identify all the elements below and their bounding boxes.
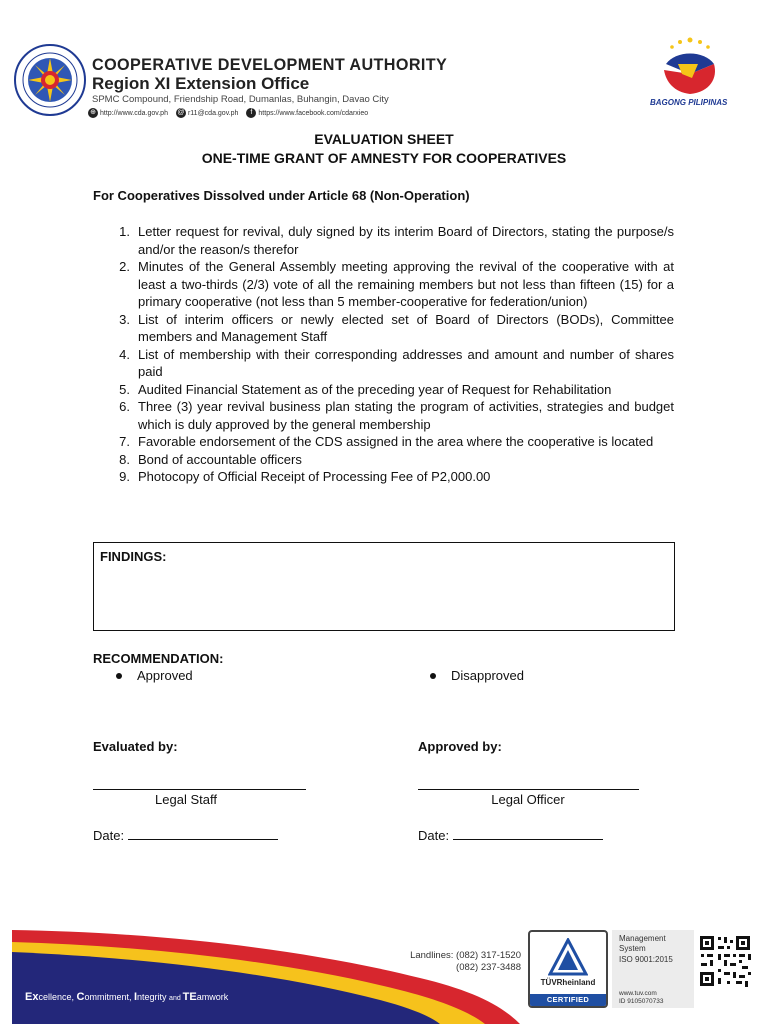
mgmt-line-2: System (619, 943, 646, 953)
landline-1: Landlines: (082) 317-1520 (410, 950, 521, 961)
approver-date-field[interactable] (453, 827, 603, 840)
list-item (108, 381, 674, 399)
tagline-cap: TE (182, 991, 197, 1003)
qr-code-icon (698, 934, 752, 988)
landline-2: (082) 237-3488 (456, 962, 521, 973)
item-text: Minutes of the General Assembly meeting approving the revival of the cooperative with at least a two-thirds (2/3) vote of all the remaining members but not less than fifteen (15) for a primary cooperative (not less than 5 member-cooperative for federation/union) (138, 259, 674, 309)
mgmt-iso: ISO 9001:2015 (619, 955, 673, 964)
tagline-rest: ntegrity (137, 992, 170, 1002)
bagong-pilipinas-logo (654, 34, 726, 98)
item-number: 1. (119, 224, 130, 239)
management-system-info (612, 930, 694, 1008)
list-item (108, 258, 674, 311)
item-number: 2. (119, 259, 130, 274)
item-text: Bond of accountable officers (138, 451, 302, 467)
document-title: EVALUATION SHEET (314, 131, 454, 147)
email-text: r11@cda.gov.ph (187, 109, 239, 117)
disapproved-label: Disapproved (451, 668, 524, 683)
list-item (108, 433, 674, 451)
approver-role: Legal Officer (491, 792, 565, 807)
tuv-triangle-icon (548, 938, 588, 976)
facebook-contact[interactable] (246, 108, 368, 118)
item-number: 8. (119, 451, 130, 467)
tuv-certification-badge (528, 930, 608, 1008)
tuv-id: ID 9105070733 (619, 997, 664, 1005)
bullet-icon (430, 673, 436, 679)
website-contact[interactable] (88, 108, 168, 118)
approved-by-label: Approved by: (418, 739, 502, 754)
date-label: Date: (93, 828, 125, 843)
item-text: Letter request for revival, duly signed by its interim Board of Directors, stating the purpose/s and/or the reason/s therefor (138, 224, 674, 257)
list-item (108, 223, 674, 258)
item-text: Audited Financial Statement as of the preceding year of Request for Rehabilitation (138, 381, 612, 397)
item-text: List of membership with their corresponding addresses and amount and number of shares paid (138, 346, 674, 379)
item-number: 3. (119, 311, 130, 327)
footer-tagline (25, 991, 228, 1003)
tagline-cap: Ex (25, 991, 39, 1003)
evaluator-signature-line[interactable] (93, 789, 306, 790)
mgmt-line-1: Management (619, 934, 666, 943)
website-text: http://www.cda.gov.ph (100, 109, 168, 117)
tagline-rest: ommitment, (84, 992, 134, 1002)
item-number: 6. (119, 399, 130, 414)
list-item (108, 311, 674, 346)
org-office: Region XI Extension Office (92, 74, 310, 93)
tuv-brand-text: TÜVRheinland (540, 978, 596, 987)
tagline-cap: C (76, 991, 85, 1003)
landlines (368, 950, 521, 974)
disapproved-option[interactable] (430, 668, 524, 683)
findings-label: FINDINGS: (100, 549, 167, 564)
list-item (108, 346, 674, 381)
date-label: Date: (418, 828, 450, 843)
item-number: 9. (119, 469, 130, 484)
tagline-rest: amwork (196, 992, 229, 1002)
item-number: 7. (119, 434, 130, 449)
facebook-icon: f (246, 108, 256, 118)
tuv-certified-label: CERTIFIED (530, 994, 606, 1006)
item-text: Three (3) year revival business plan stating the program of activities, strategies and budget which is duly approved by the general membership (138, 399, 674, 432)
tuv-url: www.tuv.com (619, 990, 657, 997)
evaluator-role: Legal Staff (155, 792, 217, 807)
cda-seal-logo (14, 44, 86, 116)
list-item (108, 468, 674, 486)
item-number: 4. (119, 346, 130, 362)
findings-textbox[interactable] (93, 542, 675, 631)
tagline-rest: cellence, (38, 992, 77, 1002)
item-text: Favorable endorsement of the CDS assigned in the area where the cooperative is located (138, 434, 654, 449)
evaluator-date (93, 827, 278, 843)
bagong-pilipinas-text: BAGONG PILIPINAS (650, 98, 728, 107)
approved-label: Approved (137, 668, 193, 683)
item-text: Photocopy of Official Receipt of Processing Fee of P2,000.00 (138, 469, 491, 484)
approver-signature-line[interactable] (418, 789, 639, 790)
org-address: SPMC Compound, Friendship Road, Dumanlas, Buhangin, Davao City (92, 94, 389, 105)
email-icon: @ (177, 109, 185, 116)
bullet-icon (116, 673, 122, 679)
document-subtitle: ONE-TIME GRANT OF AMNESTY FOR COOPERATIVES (201, 150, 567, 166)
item-text: List of interim officers or newly elected set of Board of Directors (BODs), Committee members and Management Staff (138, 311, 674, 344)
item-number: 5. (119, 381, 130, 397)
list-item (108, 398, 674, 433)
approved-option[interactable] (116, 668, 193, 683)
tagline-rest: and (169, 995, 183, 1002)
globe-icon: ⊕ (88, 108, 98, 118)
section-heading: For Cooperatives Dissolved under Article 68 (Non-Operation) (93, 188, 470, 203)
facebook-text: https://www.facebook.com/cdarxieo (258, 109, 369, 117)
recommendation-label: RECOMMENDATION: (93, 651, 224, 666)
email-contact[interactable] (176, 108, 238, 118)
contact-bar (88, 108, 368, 118)
org-name: COOPERATIVE DEVELOPMENT AUTHORITY (92, 56, 448, 74)
approver-date (418, 827, 603, 843)
tagline-cap: I (133, 991, 138, 1003)
list-item (108, 451, 674, 469)
evaluator-date-field[interactable] (128, 827, 278, 840)
evaluated-by-label: Evaluated by: (93, 739, 178, 754)
requirements-list (108, 223, 674, 486)
